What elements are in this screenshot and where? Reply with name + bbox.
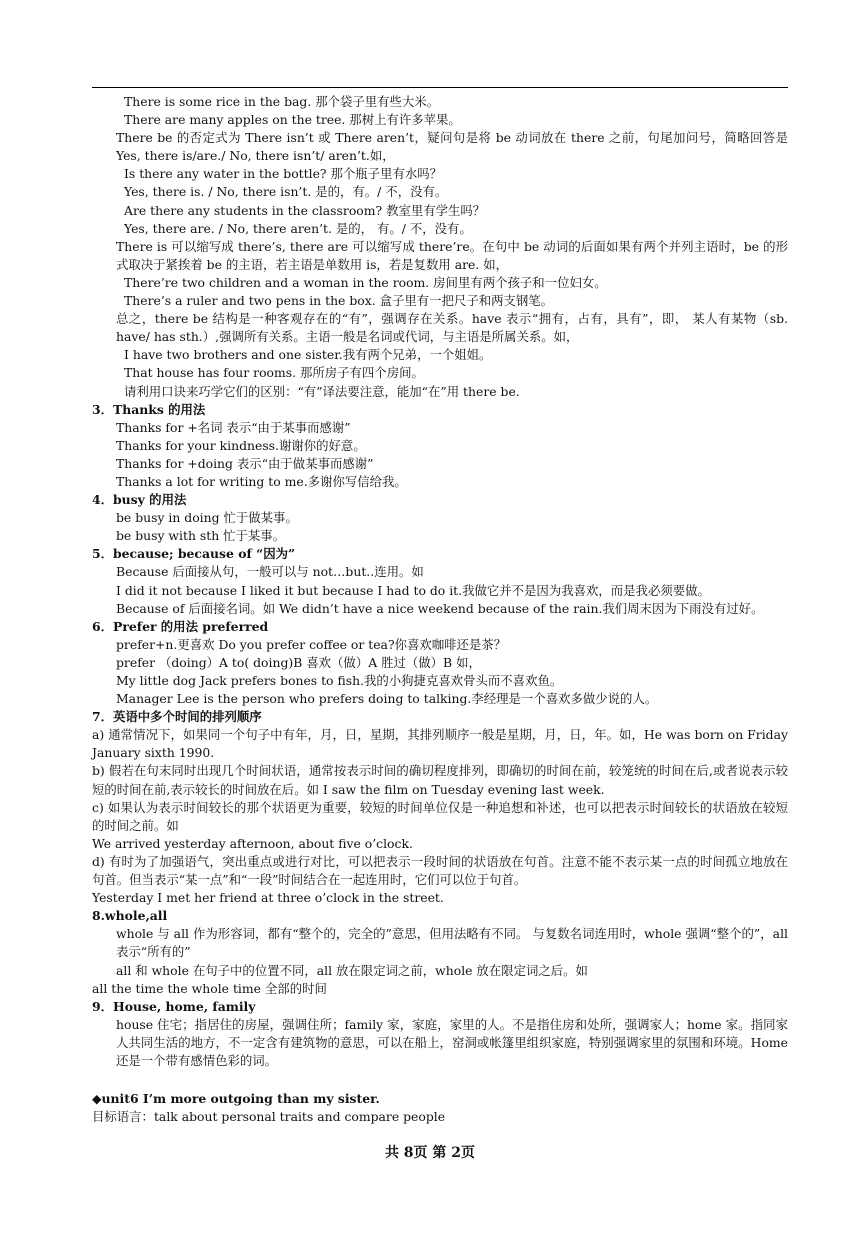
- section-heading: 7．英语中多个时间的排列顺序: [92, 709, 262, 725]
- text-line: Yesterday I met her friend at three o’clock in the street.: [92, 890, 444, 906]
- text-line: There’s a ruler and two pens in the box. 盒子里有一把尺子和两支钢笔。: [124, 293, 554, 309]
- page-footer: 共 8页 第 2页: [384, 1145, 476, 1161]
- text-line: all the time the whole time 全部的时间: [92, 980, 327, 996]
- text-line: There is some rice in the bag. 那个袋子里有些大米。: [124, 94, 440, 109]
- text-line: house 住宅；指居住的房屋，强调住所；family 家，家庭，家里的人。不是指住房和处所，强调家人；home 家。指同家人共同生活的地方，不一定含有建筑物的意思，可以在船上，窑洞或帐篷里组织家庭，特别强调家里的氛围和环境。Home 还是一个带有感情色彩的词。: [116, 1016, 788, 1068]
- text-line: We arrived yesterday afternoon, about five o’clock.: [92, 835, 413, 851]
- text-line: prefer+n.更喜欢 Do you prefer coffee or tea?你喜欢咖啡还是茶？: [116, 636, 507, 652]
- text-line: That house has four rooms. 那所房子有四个房间。: [124, 365, 424, 381]
- text-line: Thanks for +doing 表示“由于做某事而感谢”: [116, 455, 374, 471]
- text-line: There’re two children and a woman in the room. 房间里有两个孩子和一位妇女。: [124, 274, 607, 290]
- text-line: c) 如果认为表示时间较长的那个状语更为重要，较短的时间单位仅是一种追想和补述，也可以把表示时间较长的状语放在较短的时间之前。如: [92, 799, 788, 833]
- text-line: Because 后面接从句，一般可以与 not…but..连用。如: [116, 564, 424, 580]
- text-line: prefer （doing）A to( doing)B 喜欢（做）A 胜过（做）B 如，: [116, 654, 481, 670]
- text-line: all 和 whole 在句子中的位置不同，all 放在限定词之前，whole 放在限定词之后。如: [116, 962, 588, 978]
- text-line: Because of 后面接名词。如 We didn’t have a nice weekend because of the rain.我们周末因为下雨没有过好。: [116, 600, 764, 616]
- section-heading: 4．busy 的用法: [92, 492, 187, 508]
- text-line: My little dog Jack prefers bones to fish.我的小狗捷克喜欢骨头而不喜欢鱼。: [116, 673, 563, 688]
- text-line: b) 假若在句末同时出现几个时间状语，通常按表示时间的确切程度排列，即确切的时间在前，较笼统的时间在后,或者说表示较短的时间在前,表示较长的时间放在后。如 I saw the film on Tuesday evening last week.: [92, 763, 788, 797]
- text-line: Thanks for +名词 表示“由于某事而感谢”: [116, 419, 351, 435]
- text-line: a) 通常情况下，如果同一个句子中有年，月，日，星期，其排列顺序一般是星期，月，日，年。如，He was born on Friday January sixth 1990.: [92, 727, 788, 761]
- blank-line: [92, 1070, 788, 1090]
- text-line: There be 的否定式为 There isn’t 或 There aren’t，疑问句是将 be 动词放在 there 之前，句尾加问号，简略回答是 Yes, there is/are./ No, there isn’t/ aren’t.如，: [116, 130, 788, 164]
- text-line: 请利用口诀来巧学它们的区别：“有”译法要注意，能加“在”用 there be.: [124, 383, 520, 399]
- text-line: Yes, there is. / No, there isn’t. 是的，有。/ 不，没有。: [124, 184, 448, 200]
- text-line: 总之，there be 结构是一种客观存在的“有”，强调存在关系。have 表示“拥有，占有，具有”，即， 某人有某物（sb. have/ has sth.）,强调所有关系。主语一般是名词或代词，与主语是所属关系。如，: [116, 311, 788, 345]
- text-line: be busy in doing 忙于做某事。: [116, 510, 298, 526]
- section-heading: 8.whole,all: [92, 908, 168, 924]
- text-line: 目标语言：talk about personal traits and compare people: [92, 1109, 446, 1125]
- text-line: I have two brothers and one sister.我有两个兄弟，一个姐姐。: [124, 347, 492, 363]
- section-heading: 6．Prefer 的用法 preferred: [92, 618, 269, 634]
- text-line: Thanks for your kindness.谢谢你的好意。: [116, 437, 366, 453]
- section-heading: 5．because; because of “因为”: [92, 546, 296, 562]
- document-body: [92, 93, 788, 1126]
- text-line: I did it not because I liked it but because I had to do it.我做它并不是因为我喜欢，而是我必须要做。: [116, 582, 710, 598]
- section-heading: ◆unit6 I’m more outgoing than my sister.: [92, 1091, 380, 1107]
- text-line: Yes, there are. / No, there aren’t. 是的， 有。/ 不，没有。: [124, 220, 472, 236]
- text-line: whole 与 all 作为形容词，都有“整个的，完全的”意思，但用法略有不同。 与复数名词连用时，whole 强调“整个的”，all 表示“所有的”: [116, 926, 788, 960]
- section-heading: 9．House, home, family: [92, 998, 256, 1014]
- text-line: Thanks a lot for writing to me.多谢你写信给我。: [116, 473, 407, 489]
- text-line: There are many apples on the tree. 那树上有许多苹果。: [124, 112, 461, 128]
- header-rule: [92, 87, 788, 88]
- section-heading: 3．Thanks 的用法: [92, 401, 206, 417]
- text-line: Manager Lee is the person who prefers doing to talking.李经理是一个喜欢多做少说的人。: [116, 691, 658, 707]
- text-line: d) 有时为了加强语气，突出重点或进行对比，可以把表示一段时间的状语放在句首。注意不能不表示某一点的时间孤立地放在句首。但当表示“某一点”和“一段”时间结合在一起连用时，它们可以位于句首。: [92, 853, 788, 888]
- text-line: There is 可以缩写成 there’s, there are 可以缩写成 there’re。在句中 be 动词的后面如果有两个并列主语时，be 的形式取决于紧挨着 be 的主语，若主语是单数用 is，若是复数用 are. 如，: [116, 238, 788, 272]
- text-line: be busy with sth 忙于某事。: [116, 528, 286, 544]
- text-line: Is there any water in the bottle? 那个瓶子里有水吗？: [124, 166, 443, 182]
- text-line: Are there any students in the classroom? 教室里有学生吗？: [124, 202, 486, 218]
